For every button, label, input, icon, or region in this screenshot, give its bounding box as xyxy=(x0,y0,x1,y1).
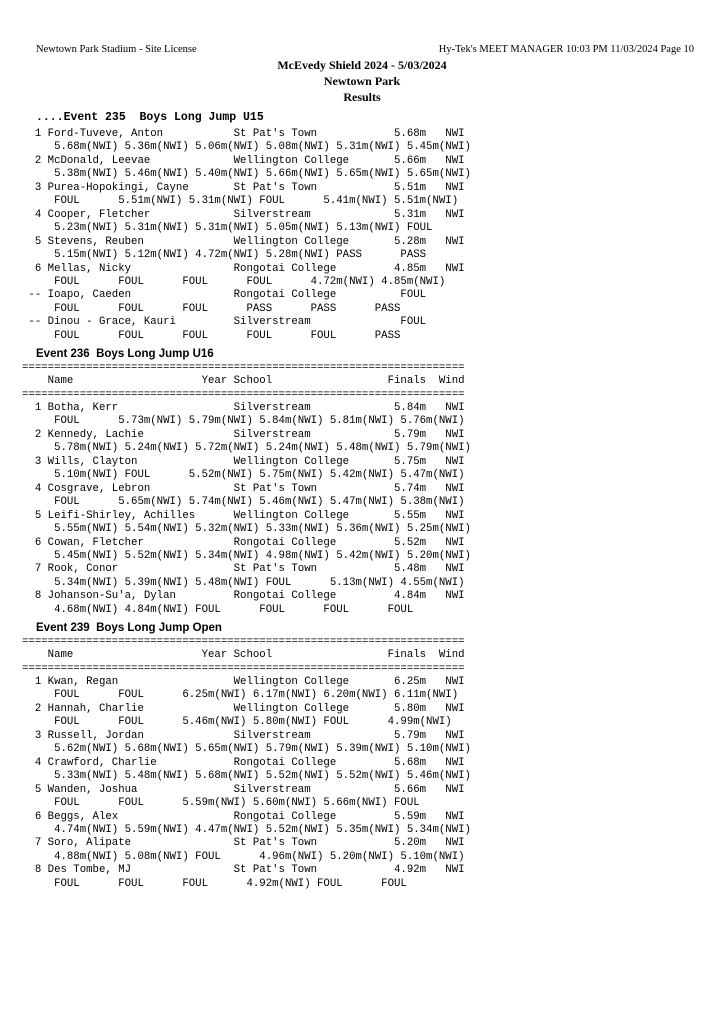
athlete-result-line: 1 Botha, Kerr Silverstream 5.84m NWI xyxy=(22,402,465,414)
event-title: Event 236 Boys Long Jump U16 xyxy=(36,348,214,360)
athlete-result-line: 4 Crawford, Charlie Rongotai College 5.68m NWI xyxy=(22,756,465,769)
attempts-line: 5.23m(NWI) 5.31m(NWI) 5.31m(NWI) 5.05m(NWI) 5.13m(NWI) FOUL xyxy=(22,222,433,235)
attempts-line: FOUL FOUL FOUL PASS PASS PASS xyxy=(22,302,401,315)
attempts-line: 5.55m(NWI) 5.54m(NWI) 5.32m(NWI) 5.33m(NWI) 5.36m(NWI) 5.25m(NWI) xyxy=(22,523,471,536)
athlete-result-line: 6 Beggs, Alex Rongotai College 5.59m NWI xyxy=(22,810,465,823)
attempts-line: 5.15m(NWI) 5.12m(NWI) 4.72m(NWI) 5.28m(NWI) PASS PASS xyxy=(22,249,427,262)
athlete-result-line: 7 Rook, Conor St Pat's Town 5.48m NWI xyxy=(22,563,465,576)
attempts-line: 4.68m(NWI) 4.84m(NWI) FOUL FOUL FOUL FOUL xyxy=(22,603,414,616)
athlete-result-line: 1 Kwan, Regan Wellington College 6.25m NWI xyxy=(22,676,465,688)
separator-rule: ===================================================================== xyxy=(22,362,465,374)
athlete-result-line: 7 Soro, Alipate St Pat's Town 5.20m NWI xyxy=(22,837,465,850)
attempts-line: 5.34m(NWI) 5.39m(NWI) 5.48m(NWI) FOUL 5.13m(NWI) 4.55m(NWI) xyxy=(22,576,465,589)
attempts-line: FOUL FOUL 6.25m(NWI) 6.17m(NWI) 6.20m(NWI) 6.11m(NWI) xyxy=(22,689,459,702)
athlete-result-line: 5 Stevens, Reuben Wellington College 5.28m NWI xyxy=(22,235,465,248)
athlete-result-line: 2 Hannah, Charlie Wellington College 5.80m NWI xyxy=(22,702,465,715)
column-headers: Name Year School Finals Wind xyxy=(22,375,465,387)
attempts-line: 5.33m(NWI) 5.48m(NWI) 5.68m(NWI) 5.52m(NWI) 5.52m(NWI) 5.46m(NWI) xyxy=(22,770,471,783)
separator-rule: ===================================================================== xyxy=(22,636,465,648)
athlete-result-line: 5 Wanden, Joshua Silverstream 5.66m NWI xyxy=(22,783,465,796)
attempts-line: 5.10m(NWI) FOUL 5.52m(NWI) 5.75m(NWI) 5.42m(NWI) 5.47m(NWI) xyxy=(22,469,465,482)
event-results-block xyxy=(22,676,471,891)
event-title: Event 239 Boys Long Jump Open xyxy=(36,622,222,634)
athlete-result-line: 4 Cooper, Fletcher Silverstream 5.31m NWI xyxy=(22,208,465,221)
attempts-line: FOUL 5.65m(NWI) 5.74m(NWI) 5.46m(NWI) 5.47m(NWI) 5.38m(NWI) xyxy=(22,496,465,509)
software-timestamp-label: Hy-Tek's MEET MANAGER 10:03 PM 11/03/2024 Page 10 xyxy=(438,44,694,55)
site-license-label: Newtown Park Stadium - Site License xyxy=(36,44,197,55)
event-title: ....Event 235 Boys Long Jump U15 xyxy=(36,111,264,124)
athlete-result-line: 1 Ford-Tuveve, Anton St Pat's Town 5.68m NWI xyxy=(22,128,465,140)
attempts-line: FOUL FOUL 5.59m(NWI) 5.60m(NWI) 5.66m(NWI) FOUL xyxy=(22,797,420,810)
attempts-line: FOUL 5.73m(NWI) 5.79m(NWI) 5.84m(NWI) 5.81m(NWI) 5.76m(NWI) xyxy=(22,415,465,428)
athlete-result-line: 6 Cowan, Fletcher Rongotai College 5.52m NWI xyxy=(22,536,465,549)
separator-rule: ===================================================================== xyxy=(22,389,465,401)
athlete-result-line: 6 Mellas, Nicky Rongotai College 4.85m NWI xyxy=(22,262,465,275)
attempts-line: FOUL FOUL FOUL 4.92m(NWI) FOUL FOUL xyxy=(22,877,407,890)
attempts-line: FOUL 5.51m(NWI) 5.31m(NWI) FOUL 5.41m(NWI) 5.51m(NWI) xyxy=(22,195,459,208)
athlete-result-line: 3 Wills, Clayton Wellington College 5.75m NWI xyxy=(22,455,465,468)
athlete-result-line: 2 Kennedy, Lachie Silverstream 5.79m NWI xyxy=(22,428,465,441)
attempts-line: 5.62m(NWI) 5.68m(NWI) 5.65m(NWI) 5.79m(NWI) 5.39m(NWI) 5.10m(NWI) xyxy=(22,743,471,756)
athlete-result-line: 3 Russell, Jordan Silverstream 5.79m NWI xyxy=(22,729,465,742)
attempts-line: FOUL FOUL FOUL FOUL 4.72m(NWI) 4.85m(NWI) xyxy=(22,275,446,288)
separator-rule: ===================================================================== xyxy=(22,663,465,675)
attempts-line: FOUL FOUL FOUL FOUL FOUL PASS xyxy=(22,329,401,342)
column-headers: Name Year School Finals Wind xyxy=(22,649,465,661)
athlete-result-line: -- Ioapo, Caeden Rongotai College FOUL xyxy=(22,289,427,302)
attempts-line: 5.45m(NWI) 5.52m(NWI) 5.34m(NWI) 4.98m(NWI) 5.42m(NWI) 5.20m(NWI) xyxy=(22,549,471,562)
athlete-result-line: -- Dinou - Grace, Kauri Silverstream FOUL xyxy=(22,316,427,329)
athlete-result-line: 2 McDonald, Leevae Wellington College 5.66m NWI xyxy=(22,154,465,167)
athlete-result-line: 3 Purea-Hopokingi, Cayne St Pat's Town 5.51m NWI xyxy=(22,181,465,194)
event-results-block xyxy=(22,128,471,343)
attempts-line: 4.88m(NWI) 5.08m(NWI) FOUL 4.96m(NWI) 5.20m(NWI) 5.10m(NWI) xyxy=(22,850,465,863)
attempts-line: 5.38m(NWI) 5.46m(NWI) 5.40m(NWI) 5.66m(NWI) 5.65m(NWI) 5.65m(NWI) xyxy=(22,168,471,181)
results-heading: Results xyxy=(343,90,381,104)
attempts-line: 5.68m(NWI) 5.36m(NWI) 5.06m(NWI) 5.08m(NWI) 5.31m(NWI) 5.45m(NWI) xyxy=(22,141,471,154)
athlete-result-line: 8 Des Tombe, MJ St Pat's Town 4.92m NWI xyxy=(22,864,465,877)
meet-title: McEvedy Shield 2024 - 5/03/2024 xyxy=(277,58,447,72)
athlete-result-line: 8 Johanson-Su'a, Dylan Rongotai College 4.84m NWI xyxy=(22,590,465,603)
venue-title: Newtown Park xyxy=(323,74,401,88)
attempts-line: 4.74m(NWI) 5.59m(NWI) 4.47m(NWI) 5.52m(NWI) 5.35m(NWI) 5.34m(NWI) xyxy=(22,823,471,836)
athlete-result-line: 4 Cosgrave, Lebron St Pat's Town 5.74m NWI xyxy=(22,482,465,495)
attempts-line: FOUL FOUL 5.46m(NWI) 5.80m(NWI) FOUL 4.99m(NWI) xyxy=(22,716,452,729)
athlete-result-line: 5 Leifi-Shirley, Achilles Wellington College 5.55m NWI xyxy=(22,509,465,522)
event-results-block xyxy=(22,402,471,617)
attempts-line: 5.78m(NWI) 5.24m(NWI) 5.72m(NWI) 5.24m(NWI) 5.48m(NWI) 5.79m(NWI) xyxy=(22,442,471,455)
